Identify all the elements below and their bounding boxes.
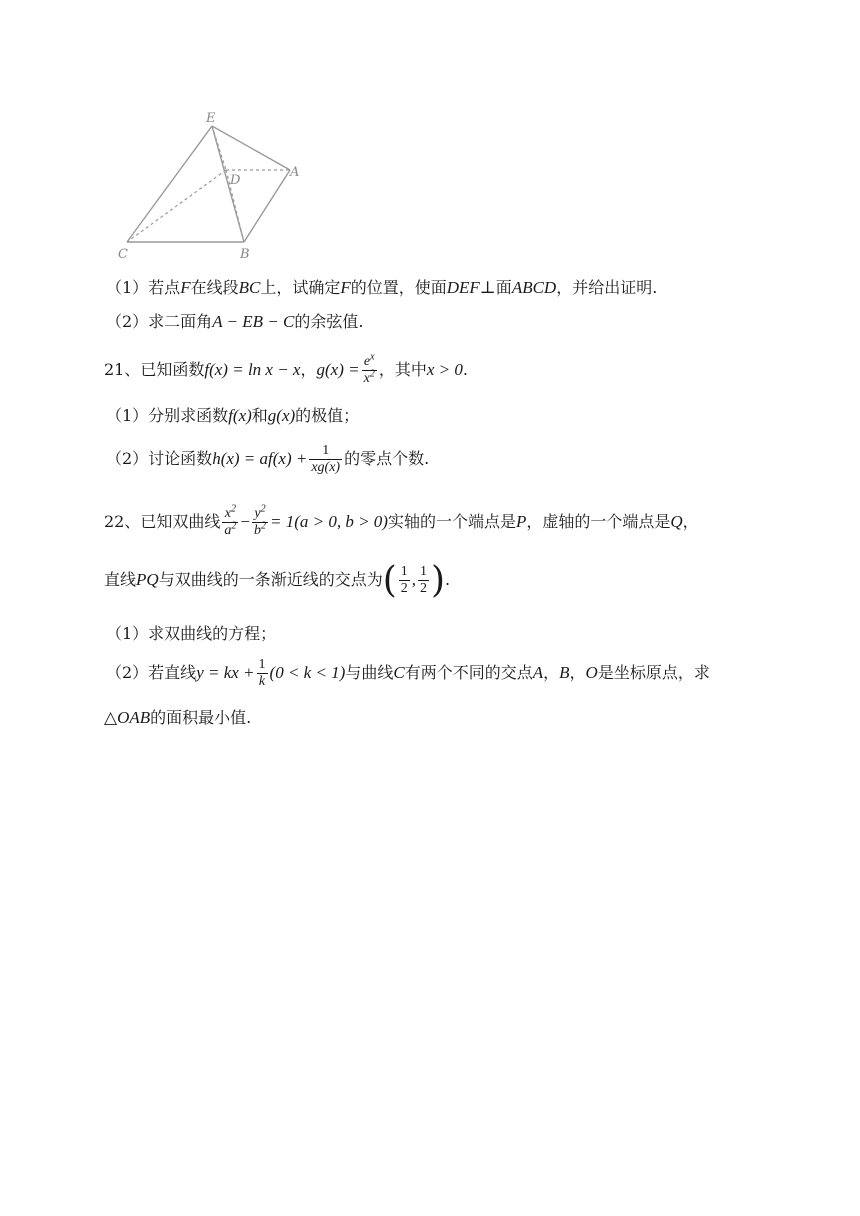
exponent: 2 <box>260 520 266 532</box>
math-A: A <box>532 663 544 682</box>
text: 实轴的一个端点是 <box>387 512 516 531</box>
problem-number: 21、已知函数 <box>104 360 205 379</box>
exponent: 2 <box>231 520 237 532</box>
math-f: f(x) = ln x − x <box>204 360 301 379</box>
exponent: 2 <box>230 503 236 515</box>
text: 的极值； <box>295 406 360 425</box>
numerator: 1 <box>420 564 427 579</box>
p21-question-1 <box>106 406 860 426</box>
denominator: 2 <box>400 581 408 596</box>
label-C: C <box>118 247 128 262</box>
exponent: 2 <box>260 503 266 515</box>
text: 的面积最小值. <box>150 708 252 727</box>
math-g-lhs: g(x) = <box>316 360 360 379</box>
numerator: 1 <box>322 443 330 458</box>
fraction-1k <box>257 657 268 690</box>
numerator: 1 <box>258 657 266 672</box>
b: b <box>253 523 261 538</box>
comma: , <box>411 570 416 589</box>
text: （2）若直线 <box>106 663 197 682</box>
exponent: x <box>370 351 375 363</box>
math-BC: BC <box>238 278 261 297</box>
edge-EC <box>127 126 212 242</box>
a: a <box>224 523 232 538</box>
p20-question-2 <box>106 312 860 332</box>
perp-symbol: ⊥ <box>479 278 496 297</box>
math-OAB: OAB <box>117 708 151 727</box>
exponent: 2 <box>369 368 375 380</box>
label-E: E <box>206 111 216 126</box>
text: 是坐标原点，求 <box>597 663 710 682</box>
problem-number: 22、已知双曲线 <box>104 512 221 531</box>
math-dihedral: A − EB − C <box>212 312 295 331</box>
text: ，并给出证明. <box>556 278 658 297</box>
p21-statement <box>104 352 860 388</box>
text: 与曲线 <box>345 663 394 682</box>
fraction-x2a2 <box>222 503 238 539</box>
text: （2）讨论函数 <box>106 449 213 468</box>
math-f: f(x) <box>228 406 252 425</box>
denominator: xg(x) <box>311 460 341 475</box>
p22-line-2 <box>104 560 860 600</box>
p21-question-2 <box>106 440 860 478</box>
math-F: F <box>180 278 191 297</box>
edge-EA <box>212 126 290 170</box>
math-ABCD: ABCD <box>511 278 557 297</box>
text: 与双曲线的一条渐近线的交点为 <box>158 570 383 589</box>
text: . <box>462 360 468 379</box>
math-DEF: DEF <box>446 278 480 297</box>
right-paren: ) <box>431 559 446 601</box>
denominator <box>222 522 238 539</box>
edge-DC <box>127 170 226 242</box>
fraction-h <box>309 443 342 476</box>
text: 和 <box>251 406 268 425</box>
denominator <box>252 522 268 539</box>
p20-question-1 <box>106 278 860 298</box>
text: 在线段 <box>190 278 239 297</box>
text: 面 <box>495 278 512 297</box>
math-eq: = 1(a > 0, b > 0) <box>269 512 388 531</box>
text: ， <box>300 360 317 379</box>
math-cond: x > 0 <box>426 360 463 379</box>
fraction-g <box>362 351 377 387</box>
math-g: g(x) <box>267 406 296 425</box>
triangle-symbol: △ <box>104 708 118 727</box>
x: x <box>363 371 370 386</box>
text: ，其中 <box>378 360 427 379</box>
label-A: A <box>290 165 300 180</box>
numerator: 1 <box>400 564 408 579</box>
text: ， <box>682 512 699 531</box>
math-B: B <box>559 663 570 682</box>
math-F: F <box>340 278 351 297</box>
edge-BA <box>244 170 290 242</box>
p22-statement <box>104 502 860 542</box>
x: x <box>224 506 231 521</box>
denominator: k <box>257 673 268 690</box>
geometry-figure <box>110 106 310 266</box>
p22-question-1 <box>106 624 860 644</box>
math-cond: (0 < k < 1) <box>269 663 346 682</box>
denominator: 2 <box>420 581 427 596</box>
text: 的位置，使面 <box>350 278 447 297</box>
text: 直线 <box>104 570 137 589</box>
text: 的余弦值. <box>294 312 364 331</box>
label-B: B <box>240 247 250 262</box>
math-PQ: PQ <box>136 570 159 589</box>
e: e <box>363 354 371 369</box>
math-Q: Q <box>670 512 683 531</box>
label-D: D <box>230 173 241 188</box>
text: ， <box>569 663 586 682</box>
math-P: P <box>515 512 527 531</box>
math-O: O <box>585 663 598 682</box>
text: ，虚轴的一个端点是 <box>526 512 671 531</box>
fraction-y2b2 <box>252 503 268 539</box>
math-line: y = kx + <box>196 663 255 682</box>
fraction-half-2 <box>418 564 429 597</box>
p22-question-2 <box>106 654 860 692</box>
p22-question-2-cont <box>104 708 860 728</box>
minus: − <box>240 512 250 531</box>
y: y <box>254 506 261 521</box>
text: （1）分别求函数 <box>106 406 229 425</box>
text: 上，试确定 <box>260 278 341 297</box>
text: . <box>445 570 451 589</box>
text: （1）若点 <box>106 278 181 297</box>
text: （2）求二面角 <box>106 312 213 331</box>
text: 的零点个数. <box>344 449 430 468</box>
math-h: h(x) = af(x) + <box>212 449 308 468</box>
text: （1）求双曲线的方程； <box>106 624 277 643</box>
denominator <box>362 370 377 387</box>
text: 有两个不同的交点 <box>404 663 533 682</box>
fraction-half-1 <box>399 564 410 597</box>
left-paren: ( <box>382 559 397 601</box>
text: ， <box>543 663 560 682</box>
pyramid-diagram <box>110 106 310 266</box>
math-C: C <box>393 663 405 682</box>
